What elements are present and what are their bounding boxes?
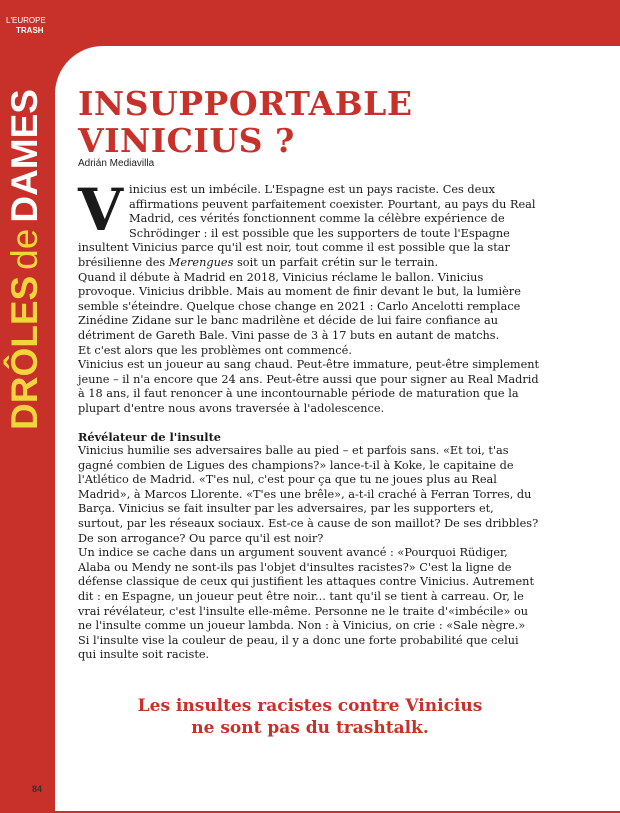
- article-body: [78, 176, 540, 663]
- section-label: [6, 16, 46, 36]
- article-title: [78, 85, 413, 159]
- rubric-word-dames: DAMES: [4, 89, 45, 223]
- paragraph: Un indice se cache dans un argument souvent avancé : «Pourquoi Rüdiger, Alaba ou Mendy ne sont-ils pas l'objet d'insultes racistes?» C'est la ligne de défense classique de ceux qui justifient les attaques contre Vinicius. Autrement dit : en Espagne, un joueur peut être noir... tant qu'il se tient à carreau. Or, le vrai révélateur, c'est l'insulte elle-même. Personne ne le traite d'«imbécile» ou ne l'insulte comme un joueur lambda. Non : à Vinicius, on crie : «Sale nègre.» Si l'insulte vise la couleur de peau, il y a donc une forte probabilité que celui qui insulte soit raciste.: [78, 546, 534, 662]
- paragraph-intro: Vinicius est un imbécile. L'Espagne est un pays raciste. Ces deux affirmations peuvent parfaitement coexister. Pourtant, au pays du Real Madrid, ces vérités fonctionnent comme la célèbre expérience de Schrödinger : il est possible que les supporters de toute l'Espagne insultent Vinicius parce qu'il est noir, tout comme il est possible que la star brésilienne des Merengues soit un parfait crétin sur le terrain.: [78, 176, 536, 269]
- paragraph: Et c'est alors que les problèmes ont commencé.: [78, 343, 352, 357]
- drop-cap: V: [78, 176, 124, 244]
- subheading: Révélateur de l'insulte: [78, 429, 221, 444]
- pull-quote-line-2: ne sont pas du trashtalk.: [191, 718, 429, 738]
- paragraph: Quand il débute à Madrid en 2018, Vinicius réclame le ballon. Vinicius provoque. Vinicius dribble. Mais au moment de finir devant le but, la lumière semble s'éteindre. Quelque chose change en 2021 : Carlo Ancelotti remplace Zinédine Zidane sur le banc madrilène et décide de lui faire confiance au détriment de Gareth Bale. Vini passe de 3 à 17 buts en autant de matchs.: [78, 270, 521, 342]
- paragraph: Vinicius est un joueur au sang chaud. Peut-être immature, peut-être simplement jeune – il n'a encore que 24 ans. Peut-être aussi que pour signer au Real Madrid à 18 ans, il faut renoncer à une incontournable période de maturation que la plupart d'entre nous avons traversée à l'adolescence.: [78, 358, 540, 415]
- title-line-1: INSUPPORTABLE: [78, 84, 413, 123]
- title-line-2: VINICIUS ?: [78, 121, 295, 160]
- author-byline: Adrián Mediavilla: [78, 158, 155, 169]
- rubric-word-droles: DRÔLES: [4, 275, 45, 430]
- rubric-word-de: de: [4, 228, 45, 270]
- pull-quote: [60, 695, 560, 739]
- rubric-title: [2, 89, 48, 430]
- italic-term: Merengues: [168, 255, 234, 269]
- paragraph: Vinicius humilie ses adversaires balle au pied – et parfois sans. «Et toi, t'as gagné combien de Ligues des champions?» lance-t-il à Koke, le capitaine de l'Atlético de Madrid. «T'es nul, c'est pour ça que tu ne joues plus au Real Madrid», à Marcos Llorente. «T'es une brêle», a-t-il craché à Ferran Torres, du Barça. Vinicius se fait insulter par les adversaires, par les supporters et, surtout, par les réseaux sociaux. Est-ce à cause de son maillot? De ses dribbles? De son arrogance? Ou parce qu'il est noir?: [78, 444, 539, 545]
- section-subname: TRASH: [16, 26, 44, 35]
- page-number: 84: [32, 784, 43, 794]
- section-name: L'EUROPE: [6, 16, 46, 25]
- pull-quote-line-1: Les insultes racistes contre Vinicius: [137, 696, 483, 716]
